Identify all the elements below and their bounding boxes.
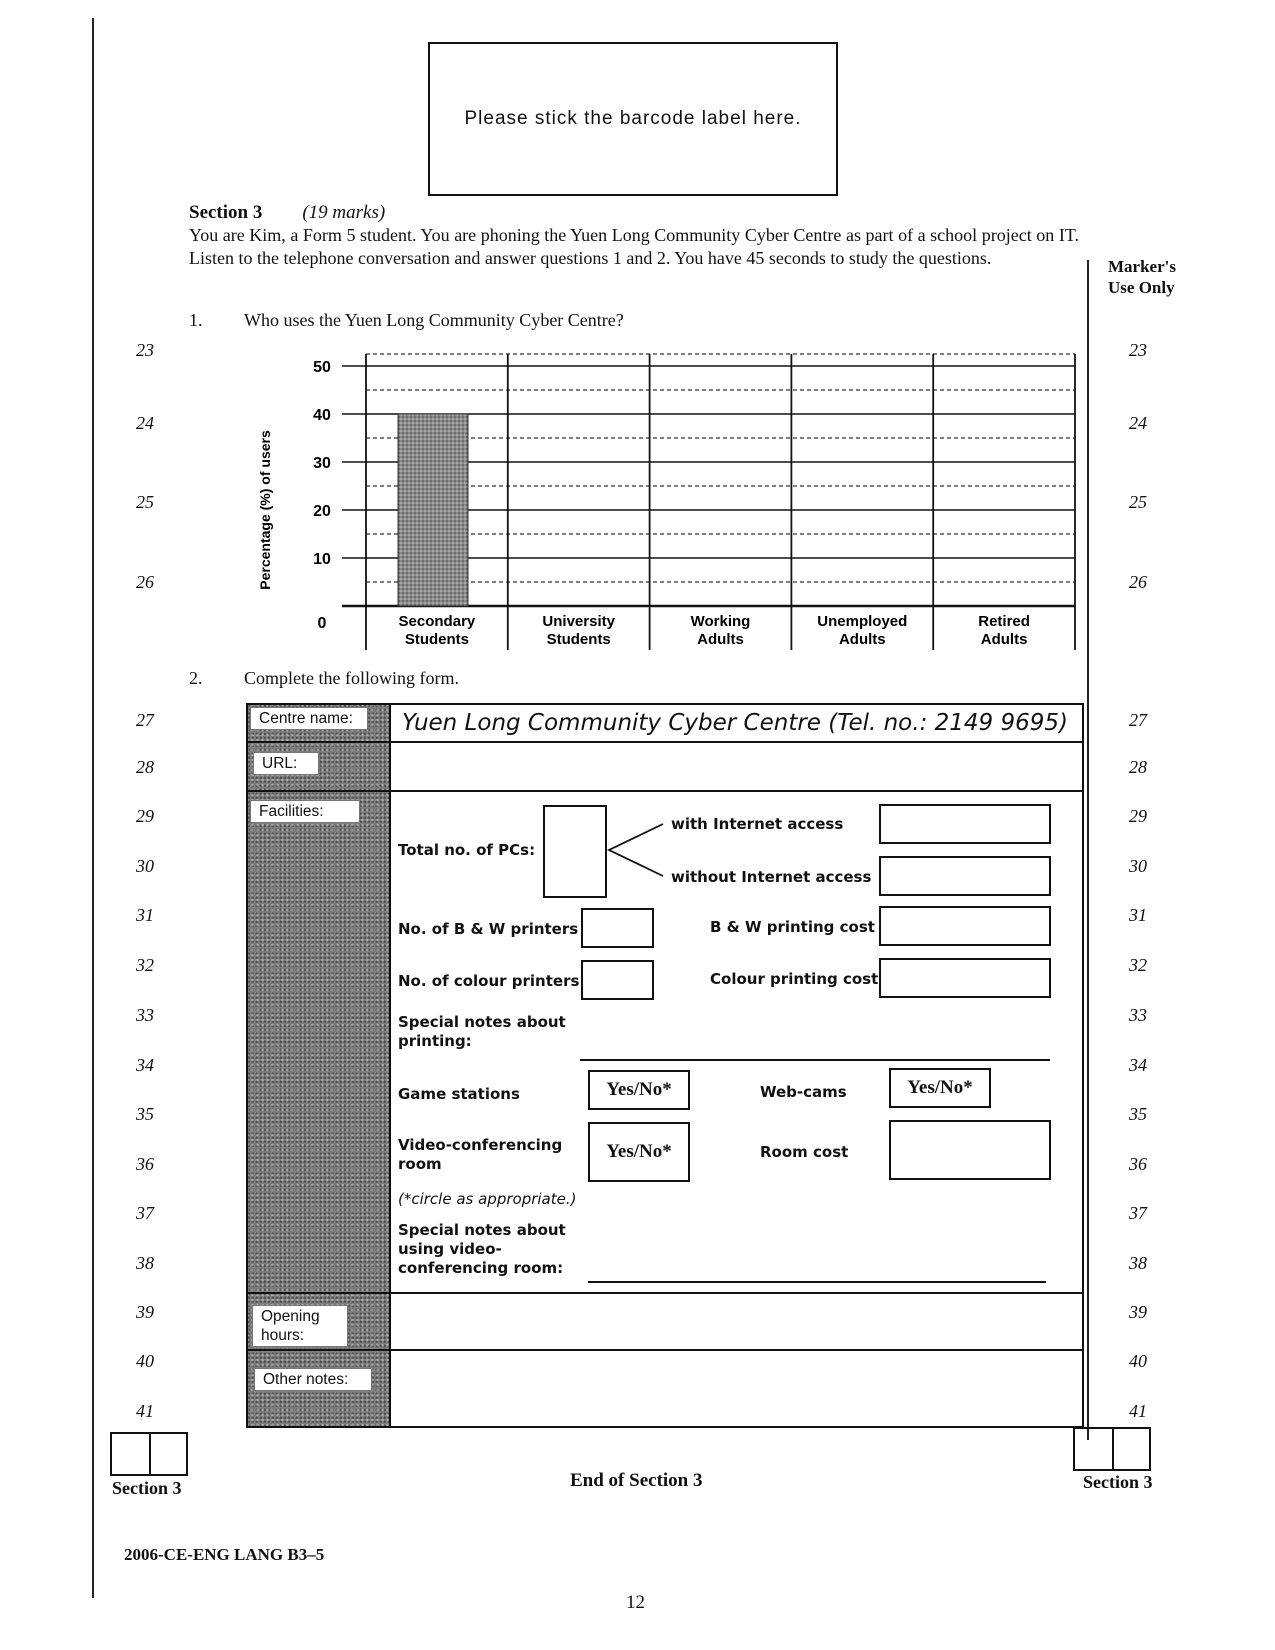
colour-cost-field[interactable]	[879, 958, 1051, 998]
without-internet-field[interactable]	[879, 856, 1051, 896]
circle-note: (*circle as appropriate.)	[398, 1190, 577, 1208]
right-mark-number-38: 38	[1129, 1253, 1147, 1273]
left-mark-number-32: 32	[136, 955, 154, 975]
form-divider	[246, 1292, 1084, 1294]
marker-use-label: Marker's Use Only	[1108, 257, 1176, 297]
bw-printers-field[interactable]	[581, 908, 654, 948]
chart-category-label: Retired Adults	[978, 613, 1030, 648]
right-mark-number-27: 27	[1129, 710, 1147, 730]
printing-notes-label: Special notes about printing:	[398, 1013, 566, 1050]
with-internet-label: with Internet access	[671, 815, 844, 833]
chart-y-tick-label: 0	[317, 615, 327, 632]
bw-printers-label: No. of B & W printers	[398, 920, 579, 938]
question-2-text: Complete the following form.	[244, 668, 459, 688]
chart-category-label: Secondary Students	[398, 613, 476, 648]
right-mark-number-25: 25	[1129, 492, 1147, 512]
section-score-box-left[interactable]	[110, 1432, 188, 1476]
section-score-label-right: Section 3	[1083, 1472, 1153, 1492]
right-mark-number-33: 33	[1129, 1005, 1147, 1025]
total-pcs-field[interactable]	[543, 805, 607, 898]
left-mark-number-39: 39	[136, 1302, 154, 1322]
centre-name-value: Yuen Long Community Cyber Centre (Tel. no.: 2149 9695)	[402, 710, 1068, 736]
right-mark-number-35: 35	[1129, 1104, 1147, 1124]
chart-bars	[398, 414, 468, 606]
barcode-label-box	[428, 42, 838, 196]
chart-y-tick-label: 40	[313, 407, 331, 424]
other-notes-field[interactable]	[400, 1355, 1075, 1421]
form-column-divider	[389, 703, 391, 1428]
right-mark-number-29: 29	[1129, 806, 1147, 826]
users-bar-chart	[240, 330, 1090, 655]
left-mark-number-25: 25	[136, 492, 154, 512]
game-stations-choice[interactable]	[588, 1070, 690, 1110]
centre-name-label: Centre name:	[250, 707, 368, 730]
colour-printers-field[interactable]	[581, 960, 654, 1000]
right-mark-number-24: 24	[1129, 413, 1147, 433]
left-mark-number-31: 31	[136, 905, 154, 925]
barcode-notice: Please stick the barcode label here.	[464, 108, 802, 129]
right-mark-number-30: 30	[1129, 856, 1147, 876]
left-mark-number-26: 26	[136, 572, 154, 592]
question-1-number: 1.	[189, 310, 203, 330]
chart-y-tick-label: 10	[313, 551, 331, 568]
room-cost-label: Room cost	[760, 1143, 849, 1161]
left-margin-rule	[92, 18, 94, 1598]
section-instructions: You are Kim, a Form 5 student. You are phoning the Yuen Long Community Cyber Centre as part of a school project on IT. Listen to the telephone conversation and answer questions 1 and 2. You have 45 seconds to study the questions.	[189, 225, 1079, 268]
right-mark-number-36: 36	[1129, 1154, 1147, 1174]
webcams-choice-text: Yes/No*	[907, 1077, 973, 1098]
section-marks: (19 marks)	[302, 202, 386, 223]
left-mark-number-37: 37	[136, 1203, 154, 1223]
section-score-box-right[interactable]	[1073, 1427, 1151, 1471]
webcams-label: Web-cams	[760, 1083, 847, 1101]
end-of-section: End of Section 3	[570, 1470, 703, 1491]
section-header	[189, 202, 385, 224]
paper-code: 2006-CE-ENG LANG B3–5	[124, 1545, 325, 1564]
total-pcs-label: Total no. of PCs:	[398, 841, 536, 859]
webcams-choice[interactable]	[889, 1068, 991, 1108]
chart-category-label: University Students	[542, 613, 615, 648]
url-field[interactable]	[400, 748, 1075, 786]
printing-notes-line[interactable]	[580, 1059, 1050, 1061]
video-notes-line[interactable]	[588, 1281, 1046, 1283]
chart-y-tick-label: 50	[313, 359, 331, 376]
left-mark-number-35: 35	[136, 1104, 154, 1124]
right-mark-number-37: 37	[1129, 1203, 1147, 1223]
with-internet-field[interactable]	[879, 804, 1051, 844]
chart-bar-0	[398, 414, 468, 606]
chart-y-ticks	[313, 359, 331, 632]
opening-hours-label: Opening hours:	[252, 1305, 348, 1347]
chart-category-label: Working Adults	[690, 613, 751, 648]
right-mark-number-28: 28	[1129, 757, 1147, 777]
question-2-number: 2.	[189, 668, 203, 688]
bw-cost-field[interactable]	[879, 906, 1051, 946]
video-room-choice[interactable]	[588, 1122, 690, 1182]
form-divider	[246, 741, 1084, 743]
colour-printers-label: No. of colour printers	[398, 972, 580, 990]
right-mark-number-26: 26	[1129, 572, 1147, 592]
branch-arrow-icon	[605, 820, 665, 880]
right-mark-number-41: 41	[1129, 1401, 1147, 1421]
section-title: Section 3	[189, 202, 263, 223]
left-mark-number-24: 24	[136, 413, 154, 433]
game-stations-label: Game stations	[398, 1085, 520, 1103]
left-mark-number-33: 33	[136, 1005, 154, 1025]
chart-categories	[399, 613, 1030, 648]
left-mark-number-38: 38	[136, 1253, 154, 1273]
game-stations-choice-text: Yes/No*	[606, 1079, 672, 1100]
right-mark-number-23: 23	[1129, 340, 1147, 360]
colour-cost-label: Colour printing cost	[710, 970, 879, 988]
right-mark-number-31: 31	[1129, 905, 1147, 925]
chart-category-label: Unemployed Adults	[817, 613, 908, 648]
question-1-text: Who uses the Yuen Long Community Cyber Centre?	[244, 310, 624, 330]
left-mark-number-30: 30	[136, 856, 154, 876]
url-label: URL:	[253, 752, 319, 775]
right-mark-number-40: 40	[1129, 1351, 1147, 1371]
opening-hours-field[interactable]	[400, 1298, 1075, 1344]
chart-y-axis-label: Percentage (%) of users	[257, 430, 273, 590]
left-mark-number-23: 23	[136, 340, 154, 360]
without-internet-label: without Internet access	[671, 868, 872, 886]
facilities-label: Facilities:	[250, 800, 360, 823]
video-room-choice-text: Yes/No*	[606, 1141, 672, 1162]
other-notes-label: Other notes:	[254, 1368, 372, 1391]
video-notes-label: Special notes about using video-conferencing room:	[398, 1221, 566, 1277]
chart-y-tick-label: 20	[313, 503, 331, 520]
left-mark-number-36: 36	[136, 1154, 154, 1174]
left-mark-number-34: 34	[136, 1055, 154, 1075]
left-mark-number-27: 27	[136, 710, 154, 730]
left-mark-number-28: 28	[136, 757, 154, 777]
page-number: 12	[626, 1592, 645, 1613]
form-divider	[246, 1349, 1084, 1351]
right-mark-number-39: 39	[1129, 1302, 1147, 1322]
form-divider	[246, 790, 1084, 792]
bw-cost-label: B & W printing cost	[710, 918, 875, 936]
video-room-label: Video-conferencing room	[398, 1136, 563, 1173]
chart-y-tick-label: 30	[313, 455, 331, 472]
right-mark-number-32: 32	[1129, 955, 1147, 975]
left-mark-number-41: 41	[136, 1401, 154, 1421]
right-mark-number-34: 34	[1129, 1055, 1147, 1075]
left-mark-number-29: 29	[136, 806, 154, 826]
section-score-label-left: Section 3	[112, 1478, 182, 1498]
room-cost-field[interactable]	[889, 1120, 1051, 1180]
left-mark-number-40: 40	[136, 1351, 154, 1371]
